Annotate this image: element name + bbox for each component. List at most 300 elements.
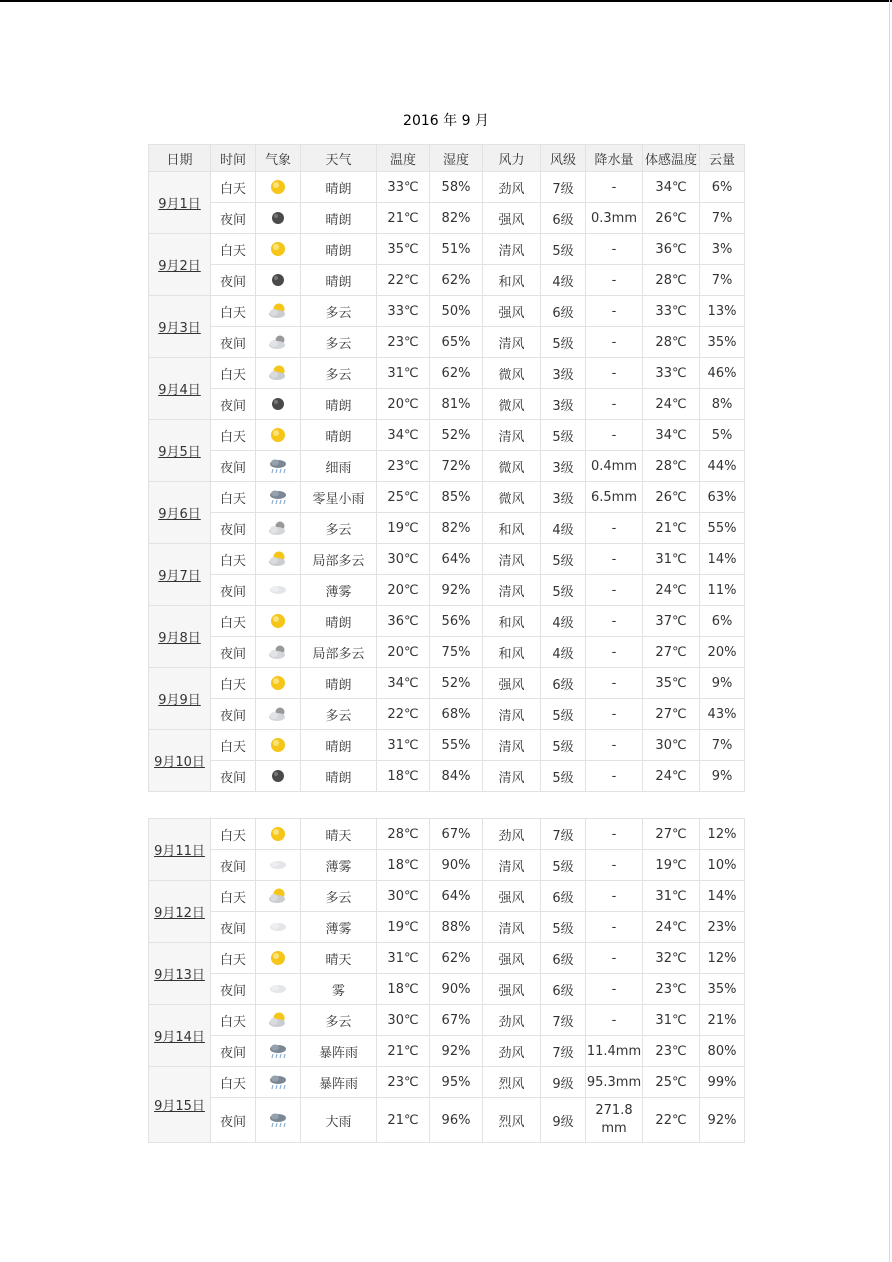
weather-icon-cell bbox=[256, 234, 301, 265]
wind-cell: 烈风 bbox=[483, 1067, 541, 1098]
precipitation-cell: - bbox=[586, 974, 643, 1005]
wind-level-cell: 4级 bbox=[541, 637, 586, 668]
wind-level-cell: 6级 bbox=[541, 881, 586, 912]
weather-cell: 多云 bbox=[301, 699, 377, 730]
date-link[interactable]: 9月8日 bbox=[149, 606, 211, 668]
humidity-cell: 95% bbox=[430, 1067, 483, 1098]
feels-like-cell: 26℃ bbox=[643, 203, 700, 234]
wind-cell: 清风 bbox=[483, 912, 541, 943]
wind-level-cell: 7级 bbox=[541, 1005, 586, 1036]
temperature-cell: 21℃ bbox=[377, 1036, 430, 1067]
date-link[interactable]: 9月1日 bbox=[149, 172, 211, 234]
precipitation-cell: - bbox=[586, 1005, 643, 1036]
feels-like-cell: 28℃ bbox=[643, 265, 700, 296]
temperature-cell: 31℃ bbox=[377, 943, 430, 974]
weather-table-first bbox=[148, 144, 745, 792]
feels-like-cell: 28℃ bbox=[643, 451, 700, 482]
wind-cell: 清风 bbox=[483, 699, 541, 730]
cloud-cover-cell: 35% bbox=[700, 327, 745, 358]
precipitation-cell: - bbox=[586, 637, 643, 668]
table-row bbox=[149, 296, 745, 327]
date-link[interactable]: 9月12日 bbox=[149, 881, 211, 943]
feels-like-cell: 27℃ bbox=[643, 637, 700, 668]
precipitation-cell: - bbox=[586, 850, 643, 881]
wind-level-cell: 3级 bbox=[541, 358, 586, 389]
weather-icon-cell bbox=[256, 265, 301, 296]
wind-level-cell: 6级 bbox=[541, 668, 586, 699]
cloud-cover-cell: 23% bbox=[700, 912, 745, 943]
wind-cell: 劲风 bbox=[483, 819, 541, 850]
wind-cell: 强风 bbox=[483, 203, 541, 234]
cloud-cover-cell: 20% bbox=[700, 637, 745, 668]
precipitation-cell: 0.3mm bbox=[586, 203, 643, 234]
table-row bbox=[149, 943, 745, 974]
precipitation-cell: - bbox=[586, 699, 643, 730]
cloud-cover-cell: 44% bbox=[700, 451, 745, 482]
wind-cell: 微风 bbox=[483, 482, 541, 513]
table-row bbox=[149, 606, 745, 637]
time-cell: 白天 bbox=[211, 482, 256, 513]
cloudy-night-icon bbox=[256, 333, 300, 351]
wind-level-cell: 5级 bbox=[541, 850, 586, 881]
wind-level-cell: 3级 bbox=[541, 482, 586, 513]
wind-level-cell: 5级 bbox=[541, 912, 586, 943]
cloud-cover-cell: 6% bbox=[700, 606, 745, 637]
cloud-cover-cell: 6% bbox=[700, 172, 745, 203]
weather-icon-cell bbox=[256, 327, 301, 358]
humidity-cell: 55% bbox=[430, 730, 483, 761]
wind-cell: 和风 bbox=[483, 513, 541, 544]
sun-icon bbox=[256, 426, 300, 444]
header-feels: 体感温度 bbox=[643, 145, 700, 172]
temperature-cell: 31℃ bbox=[377, 358, 430, 389]
weather-icon-cell bbox=[256, 420, 301, 451]
time-cell: 白天 bbox=[211, 172, 256, 203]
header-cloud: 云量 bbox=[700, 145, 745, 172]
header-time: 时间 bbox=[211, 145, 256, 172]
weather-icon-cell bbox=[256, 881, 301, 912]
weather-icon-cell bbox=[256, 943, 301, 974]
table-row bbox=[149, 265, 745, 296]
weather-icon-cell bbox=[256, 513, 301, 544]
weather-cell: 晴天 bbox=[301, 943, 377, 974]
feels-like-cell: 28℃ bbox=[643, 327, 700, 358]
feels-like-cell: 33℃ bbox=[643, 358, 700, 389]
sun-icon bbox=[256, 674, 300, 692]
fog-icon bbox=[256, 856, 300, 874]
wind-cell: 烈风 bbox=[483, 1098, 541, 1143]
header-humidity: 湿度 bbox=[430, 145, 483, 172]
sun-icon bbox=[256, 736, 300, 754]
date-link[interactable]: 9月10日 bbox=[149, 730, 211, 792]
humidity-cell: 82% bbox=[430, 513, 483, 544]
table-row bbox=[149, 451, 745, 482]
temperature-cell: 20℃ bbox=[377, 389, 430, 420]
cloud-cover-cell: 14% bbox=[700, 544, 745, 575]
weather-icon-cell bbox=[256, 1005, 301, 1036]
weather-cell: 晴朗 bbox=[301, 172, 377, 203]
wind-level-cell: 7级 bbox=[541, 1036, 586, 1067]
time-cell: 白天 bbox=[211, 234, 256, 265]
table-row bbox=[149, 575, 745, 606]
weather-icon-cell bbox=[256, 1098, 301, 1143]
feels-like-cell: 27℃ bbox=[643, 699, 700, 730]
time-cell: 白天 bbox=[211, 358, 256, 389]
cloud-cover-cell: 8% bbox=[700, 389, 745, 420]
humidity-cell: 58% bbox=[430, 172, 483, 203]
precipitation-cell: - bbox=[586, 761, 643, 792]
wind-level-cell: 5级 bbox=[541, 730, 586, 761]
header-level: 风级 bbox=[541, 145, 586, 172]
table-row bbox=[149, 1036, 745, 1067]
precipitation-cell: - bbox=[586, 668, 643, 699]
header-wind: 风力 bbox=[483, 145, 541, 172]
weather-icon-cell bbox=[256, 482, 301, 513]
wind-cell: 清风 bbox=[483, 234, 541, 265]
table-row bbox=[149, 327, 745, 358]
feels-like-cell: 22℃ bbox=[643, 1098, 700, 1143]
wind-level-cell: 4级 bbox=[541, 265, 586, 296]
table-row bbox=[149, 203, 745, 234]
humidity-cell: 92% bbox=[430, 575, 483, 606]
cloudy-night-icon bbox=[256, 705, 300, 723]
table-row bbox=[149, 730, 745, 761]
date-link[interactable]: 9月15日 bbox=[149, 1067, 211, 1143]
cloud-cover-cell: 21% bbox=[700, 1005, 745, 1036]
top-border-line bbox=[0, 0, 892, 2]
wind-level-cell: 7级 bbox=[541, 819, 586, 850]
weather-cell: 晴朗 bbox=[301, 420, 377, 451]
temperature-cell: 20℃ bbox=[377, 575, 430, 606]
rain-icon bbox=[256, 1073, 300, 1091]
wind-level-cell: 6级 bbox=[541, 203, 586, 234]
precipitation-cell: - bbox=[586, 389, 643, 420]
weather-cell: 大雨 bbox=[301, 1098, 377, 1143]
weather-icon-cell bbox=[256, 637, 301, 668]
precipitation-cell: 271.8mm bbox=[586, 1098, 643, 1143]
humidity-cell: 68% bbox=[430, 699, 483, 730]
time-cell: 夜间 bbox=[211, 1036, 256, 1067]
feels-like-cell: 23℃ bbox=[643, 1036, 700, 1067]
table-row bbox=[149, 1067, 745, 1098]
precipitation-cell: - bbox=[586, 234, 643, 265]
precipitation-cell: - bbox=[586, 265, 643, 296]
cloud-cover-cell: 43% bbox=[700, 699, 745, 730]
precipitation-cell: - bbox=[586, 327, 643, 358]
time-cell: 白天 bbox=[211, 420, 256, 451]
wind-level-cell: 3级 bbox=[541, 451, 586, 482]
wind-level-cell: 3级 bbox=[541, 389, 586, 420]
temperature-cell: 34℃ bbox=[377, 668, 430, 699]
wind-level-cell: 6级 bbox=[541, 943, 586, 974]
weather-table-second bbox=[148, 818, 745, 1143]
temperature-cell: 19℃ bbox=[377, 912, 430, 943]
feels-like-cell: 35℃ bbox=[643, 668, 700, 699]
temperature-cell: 30℃ bbox=[377, 881, 430, 912]
partly-cloudy-icon bbox=[256, 887, 300, 905]
fog-icon bbox=[256, 581, 300, 599]
temperature-cell: 33℃ bbox=[377, 172, 430, 203]
table-row bbox=[149, 668, 745, 699]
wind-level-cell: 6级 bbox=[541, 296, 586, 327]
date-link[interactable]: 9月9日 bbox=[149, 668, 211, 730]
partly-cloudy-icon bbox=[256, 302, 300, 320]
cloud-cover-cell: 92% bbox=[700, 1098, 745, 1143]
feels-like-cell: 19℃ bbox=[643, 850, 700, 881]
table-row bbox=[149, 819, 745, 850]
header-weather: 天气 bbox=[301, 145, 377, 172]
feels-like-cell: 34℃ bbox=[643, 172, 700, 203]
weather-cell: 晴朗 bbox=[301, 730, 377, 761]
weather-cell: 雾 bbox=[301, 974, 377, 1005]
precipitation-cell: - bbox=[586, 730, 643, 761]
feels-like-cell: 31℃ bbox=[643, 544, 700, 575]
cloudy-night-icon bbox=[256, 519, 300, 537]
rain-icon bbox=[256, 1042, 300, 1060]
weather-cell: 多云 bbox=[301, 327, 377, 358]
temperature-cell: 18℃ bbox=[377, 761, 430, 792]
time-cell: 白天 bbox=[211, 1067, 256, 1098]
weather-icon-cell bbox=[256, 296, 301, 327]
precipitation-cell: - bbox=[586, 881, 643, 912]
wind-cell: 强风 bbox=[483, 943, 541, 974]
wind-level-cell: 5级 bbox=[541, 544, 586, 575]
weather-icon-cell bbox=[256, 699, 301, 730]
header-icon: 气象 bbox=[256, 145, 301, 172]
weather-cell: 多云 bbox=[301, 513, 377, 544]
date-link[interactable]: 9月3日 bbox=[149, 296, 211, 358]
cloud-cover-cell: 7% bbox=[700, 203, 745, 234]
weather-icon-cell bbox=[256, 172, 301, 203]
humidity-cell: 62% bbox=[430, 265, 483, 296]
sun-icon bbox=[256, 178, 300, 196]
table-row bbox=[149, 420, 745, 451]
humidity-cell: 85% bbox=[430, 482, 483, 513]
wind-cell: 清风 bbox=[483, 730, 541, 761]
feels-like-cell: 26℃ bbox=[643, 482, 700, 513]
feels-like-cell: 36℃ bbox=[643, 234, 700, 265]
partly-cloudy-icon bbox=[256, 550, 300, 568]
humidity-cell: 92% bbox=[430, 1036, 483, 1067]
time-cell: 夜间 bbox=[211, 513, 256, 544]
cloud-cover-cell: 3% bbox=[700, 234, 745, 265]
table-row bbox=[149, 699, 745, 730]
time-cell: 白天 bbox=[211, 819, 256, 850]
fog-icon bbox=[256, 980, 300, 998]
humidity-cell: 90% bbox=[430, 850, 483, 881]
date-link[interactable]: 9月11日 bbox=[149, 819, 211, 881]
moon-icon bbox=[256, 271, 300, 289]
humidity-cell: 62% bbox=[430, 358, 483, 389]
precipitation-cell: - bbox=[586, 606, 643, 637]
weather-cell: 晴天 bbox=[301, 819, 377, 850]
table-row bbox=[149, 544, 745, 575]
time-cell: 夜间 bbox=[211, 1098, 256, 1143]
date-link[interactable]: 9月14日 bbox=[149, 1005, 211, 1067]
moon-icon bbox=[256, 209, 300, 227]
cloud-cover-cell: 5% bbox=[700, 420, 745, 451]
cloud-cover-cell: 99% bbox=[700, 1067, 745, 1098]
weather-cell: 晴朗 bbox=[301, 606, 377, 637]
humidity-cell: 96% bbox=[430, 1098, 483, 1143]
date-link[interactable]: 9月4日 bbox=[149, 358, 211, 420]
weather-cell: 薄雾 bbox=[301, 850, 377, 881]
wind-cell: 劲风 bbox=[483, 1005, 541, 1036]
weather-icon-cell bbox=[256, 389, 301, 420]
header-date: 日期 bbox=[149, 145, 211, 172]
date-link[interactable]: 9月6日 bbox=[149, 482, 211, 544]
table-row bbox=[149, 974, 745, 1005]
table-row bbox=[149, 482, 745, 513]
wind-level-cell: 5级 bbox=[541, 575, 586, 606]
wind-level-cell: 5级 bbox=[541, 761, 586, 792]
weather-icon-cell bbox=[256, 358, 301, 389]
cloud-cover-cell: 9% bbox=[700, 668, 745, 699]
precipitation-cell: - bbox=[586, 912, 643, 943]
time-cell: 白天 bbox=[211, 730, 256, 761]
table-row bbox=[149, 1005, 745, 1036]
humidity-cell: 56% bbox=[430, 606, 483, 637]
humidity-cell: 52% bbox=[430, 420, 483, 451]
humidity-cell: 72% bbox=[430, 451, 483, 482]
wind-level-cell: 7级 bbox=[541, 172, 586, 203]
date-link[interactable]: 9月13日 bbox=[149, 943, 211, 1005]
humidity-cell: 75% bbox=[430, 637, 483, 668]
temperature-cell: 22℃ bbox=[377, 265, 430, 296]
wind-cell: 强风 bbox=[483, 668, 541, 699]
precipitation-cell: 6.5mm bbox=[586, 482, 643, 513]
moon-icon bbox=[256, 395, 300, 413]
wind-level-cell: 5级 bbox=[541, 234, 586, 265]
time-cell: 夜间 bbox=[211, 974, 256, 1005]
date-link[interactable]: 9月2日 bbox=[149, 234, 211, 296]
feels-like-cell: 21℃ bbox=[643, 513, 700, 544]
page-title: 2016 年 9 月 bbox=[403, 113, 489, 129]
feels-like-cell: 31℃ bbox=[643, 1005, 700, 1036]
table-row bbox=[149, 234, 745, 265]
right-border-line bbox=[889, 0, 890, 1262]
wind-cell: 清风 bbox=[483, 575, 541, 606]
wind-level-cell: 6级 bbox=[541, 974, 586, 1005]
temperature-cell: 36℃ bbox=[377, 606, 430, 637]
time-cell: 白天 bbox=[211, 881, 256, 912]
humidity-cell: 65% bbox=[430, 327, 483, 358]
precipitation-cell: - bbox=[586, 544, 643, 575]
cloud-cover-cell: 7% bbox=[700, 730, 745, 761]
header-temp: 温度 bbox=[377, 145, 430, 172]
cloudy-night-icon bbox=[256, 643, 300, 661]
temperature-cell: 30℃ bbox=[377, 544, 430, 575]
temperature-cell: 19℃ bbox=[377, 513, 430, 544]
temperature-cell: 21℃ bbox=[377, 1098, 430, 1143]
weather-icon-cell bbox=[256, 974, 301, 1005]
temperature-cell: 25℃ bbox=[377, 482, 430, 513]
weather-icon-cell bbox=[256, 1067, 301, 1098]
wind-level-cell: 5级 bbox=[541, 420, 586, 451]
temperature-cell: 22℃ bbox=[377, 699, 430, 730]
temperature-cell: 30℃ bbox=[377, 1005, 430, 1036]
time-cell: 白天 bbox=[211, 296, 256, 327]
wind-cell: 强风 bbox=[483, 974, 541, 1005]
time-cell: 白天 bbox=[211, 668, 256, 699]
humidity-cell: 51% bbox=[430, 234, 483, 265]
cloud-cover-cell: 9% bbox=[700, 761, 745, 792]
table-row bbox=[149, 881, 745, 912]
weather-icon-cell bbox=[256, 544, 301, 575]
wind-level-cell: 4级 bbox=[541, 513, 586, 544]
header-row bbox=[149, 145, 745, 172]
wind-cell: 清风 bbox=[483, 850, 541, 881]
rain-icon bbox=[256, 457, 300, 475]
wind-level-cell: 5级 bbox=[541, 699, 586, 730]
rain-icon bbox=[256, 1111, 300, 1129]
weather-cell: 多云 bbox=[301, 358, 377, 389]
weather-icon-cell bbox=[256, 606, 301, 637]
time-cell: 夜间 bbox=[211, 761, 256, 792]
temperature-cell: 18℃ bbox=[377, 974, 430, 1005]
wind-cell: 微风 bbox=[483, 389, 541, 420]
weather-cell: 多云 bbox=[301, 881, 377, 912]
humidity-cell: 88% bbox=[430, 912, 483, 943]
weather-cell: 晴朗 bbox=[301, 389, 377, 420]
weather-cell: 多云 bbox=[301, 296, 377, 327]
precipitation-cell: - bbox=[586, 420, 643, 451]
time-cell: 夜间 bbox=[211, 637, 256, 668]
time-cell: 夜间 bbox=[211, 850, 256, 881]
date-link[interactable]: 9月7日 bbox=[149, 544, 211, 606]
cloud-cover-cell: 14% bbox=[700, 881, 745, 912]
table-row bbox=[149, 513, 745, 544]
humidity-cell: 52% bbox=[430, 668, 483, 699]
table-row bbox=[149, 389, 745, 420]
feels-like-cell: 25℃ bbox=[643, 1067, 700, 1098]
feels-like-cell: 24℃ bbox=[643, 761, 700, 792]
time-cell: 白天 bbox=[211, 1005, 256, 1036]
wind-cell: 清风 bbox=[483, 420, 541, 451]
wind-cell: 和风 bbox=[483, 606, 541, 637]
feels-like-cell: 24℃ bbox=[643, 389, 700, 420]
temperature-cell: 23℃ bbox=[377, 451, 430, 482]
cloud-cover-cell: 12% bbox=[700, 943, 745, 974]
humidity-cell: 64% bbox=[430, 881, 483, 912]
time-cell: 夜间 bbox=[211, 912, 256, 943]
weather-cell: 零星小雨 bbox=[301, 482, 377, 513]
weather-icon-cell bbox=[256, 575, 301, 606]
time-cell: 白天 bbox=[211, 943, 256, 974]
humidity-cell: 67% bbox=[430, 819, 483, 850]
cloud-cover-cell: 7% bbox=[700, 265, 745, 296]
table-row bbox=[149, 1098, 745, 1143]
wind-cell: 强风 bbox=[483, 296, 541, 327]
cloud-cover-cell: 46% bbox=[700, 358, 745, 389]
time-cell: 夜间 bbox=[211, 327, 256, 358]
feels-like-cell: 37℃ bbox=[643, 606, 700, 637]
wind-cell: 清风 bbox=[483, 327, 541, 358]
weather-icon-cell bbox=[256, 203, 301, 234]
wind-cell: 劲风 bbox=[483, 1036, 541, 1067]
weather-cell: 晴朗 bbox=[301, 234, 377, 265]
precipitation-cell: - bbox=[586, 172, 643, 203]
header-precip: 降水量 bbox=[586, 145, 643, 172]
weather-icon-cell bbox=[256, 730, 301, 761]
sun-icon bbox=[256, 240, 300, 258]
wind-cell: 劲风 bbox=[483, 172, 541, 203]
temperature-cell: 20℃ bbox=[377, 637, 430, 668]
date-link[interactable]: 9月5日 bbox=[149, 420, 211, 482]
temperature-cell: 35℃ bbox=[377, 234, 430, 265]
weather-cell: 局部多云 bbox=[301, 637, 377, 668]
temperature-cell: 18℃ bbox=[377, 850, 430, 881]
